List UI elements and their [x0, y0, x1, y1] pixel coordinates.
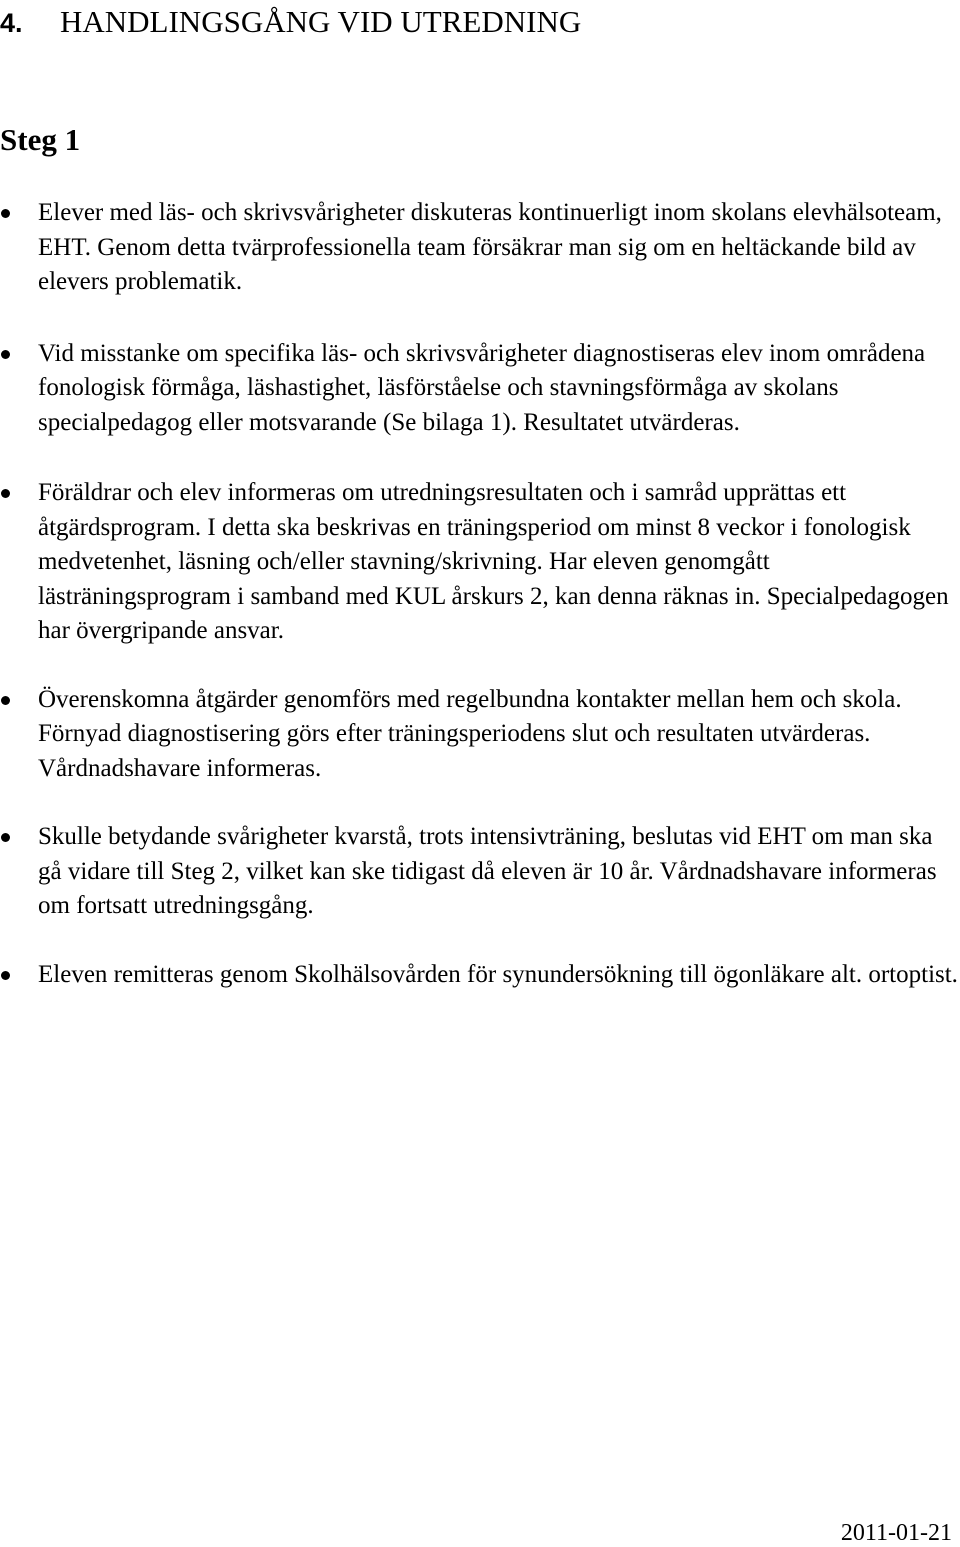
bullet-list — [0, 196, 958, 992]
list-item — [0, 337, 958, 441]
section-heading — [0, 2, 581, 43]
list-item — [0, 196, 958, 300]
bullet-icon — [1, 696, 10, 705]
list-item-text: Elever med läs- och skrivsvårigheter diskuteras kontinuerligt inom skolans elevhälsoteam, EHT. Genom detta tvärprofessionella team försäkrar man sig om en heltäckande bild av elevers problematik. — [38, 199, 942, 295]
list-item-text: Skulle betydande svårigheter kvarstå, trots intensivträning, beslutas vid EHT om man ska gå vidare till Steg 2, vilket kan ske tidigast då eleven är 10 år. Vårdnadshavare informeras om fortsatt utredningsgång. — [38, 823, 937, 919]
list-item — [0, 683, 958, 787]
list-item — [0, 958, 958, 993]
section-title: HANDLINGSGÅNG VID UTREDNING — [60, 4, 582, 39]
list-item — [0, 476, 958, 649]
section-number: 4. — [0, 8, 23, 38]
list-item-text: Vid misstanke om specifika läs- och skrivsvårigheter diagnostiseras elev inom områdena fonologisk förmåga, läshastighet, läsförståelse och stavningsförmåga av skolans specialpedagog eller motsvarande (Se bilaga 1). Resultatet utvärderas. — [38, 339, 926, 436]
bullet-icon — [1, 833, 10, 842]
list-item — [0, 820, 958, 924]
list-item-text: Eleven remitteras genom Skolhälsovården för synundersökning till ögonläkare alt. ortoptist. — [38, 960, 958, 988]
footer-date: 2011-01-21 — [840, 1520, 952, 1546]
list-item-text: Föräldrar och elev informeras om utredningsresultaten och i samråd upprättas ett åtgärdsprogram. I detta ska beskrivas en träningsperiod om minst 8 veckor i fonologisk medvetenhet, läsning och/eller stavning/skrivning. Har eleven genomgått lästräningsprogram i samband med KUL årskurs 2, kan denna räknas in. Specialpedagogen har övergripande ansvar. — [38, 479, 949, 644]
list-item-text: Överenskomna åtgärder genomförs med regelbundna kontakter mellan hem och skola. Förnyad diagnostisering görs efter träningsperiodens slut och resultaten utvärderas. Vårdnadshavare informeras. — [38, 685, 902, 782]
step-title: Steg 1 — [0, 122, 81, 157]
bullet-icon — [1, 489, 10, 498]
bullet-icon — [1, 350, 10, 359]
bullet-icon — [1, 209, 10, 218]
bullet-icon — [1, 971, 10, 980]
